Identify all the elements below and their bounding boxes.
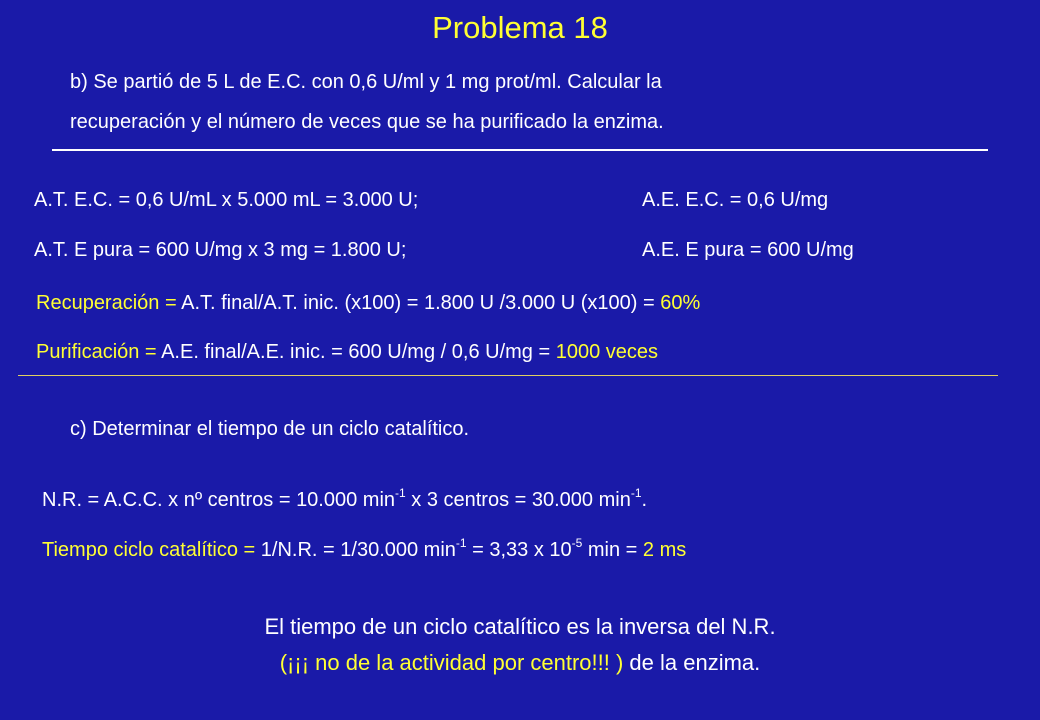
at-ec: A.T. E.C. = 0,6 U/mL x 5.000 mL = 3.000 U; xyxy=(34,189,419,211)
recuperacion-formula: A.T. final/A.T. inic. (x100) = 1.800 U /3.000 U (x100) = xyxy=(176,292,661,314)
purificacion-label: Purificación = xyxy=(36,341,157,363)
purificacion-formula: A.E. final/A.E. inic. = 600 U/mg / 0,6 U/mg = xyxy=(156,341,556,363)
part-c: c) Determinar el tiempo de un ciclo catalítico. xyxy=(70,418,470,440)
divider-top xyxy=(52,149,988,151)
nr-exp-1: -1 xyxy=(395,486,406,500)
at-pura: A.T. E pura = 600 U/mg x 3 mg = 1.800 U; xyxy=(34,239,407,261)
nr-text-2: x 3 centros = 30.000 min xyxy=(405,489,631,511)
ae-ec: A.E. E.C. = 0,6 U/mg xyxy=(642,189,829,211)
conclusion-emphasis: (¡¡¡ no de la actividad por centro!!! ) xyxy=(279,650,624,675)
recuperacion-line xyxy=(36,292,700,315)
tiempo-text-1: 1/N.R. = 1/30.000 min xyxy=(255,539,456,561)
conclusion-line-2 xyxy=(0,650,1040,676)
tiempo-result: 2 ms xyxy=(642,539,687,561)
tiempo-line xyxy=(42,536,687,562)
divider-middle xyxy=(18,375,998,376)
tiempo-label: Tiempo ciclo catalítico = xyxy=(42,539,256,561)
recuperacion-label: Recuperación = xyxy=(36,292,177,314)
nr-text-3: . xyxy=(641,489,648,511)
part-b-line-1: b) Se partió de 5 L de E.C. con 0,6 U/ml y 1 mg prot/ml. Calcular la xyxy=(70,71,662,93)
ae-pura: A.E. E pura = 600 U/mg xyxy=(642,239,854,261)
conclusion-tail: de la enzima. xyxy=(623,650,761,675)
slide-title: Problema 18 xyxy=(432,10,608,45)
nr-line xyxy=(42,486,648,512)
purificacion-line xyxy=(36,341,658,364)
nr-exp-2: -1 xyxy=(630,486,642,500)
nr-text-1: N.R. = A.C.C. x nº centros = 10.000 min xyxy=(42,489,396,511)
tiempo-exp-2: -5 xyxy=(571,536,583,550)
recuperacion-result: 60% xyxy=(660,292,701,314)
part-b-line-2: recuperación y el número de veces que se ha purificado la enzima. xyxy=(70,111,664,133)
purificacion-result: 1000 veces xyxy=(555,341,658,363)
tiempo-text-3: min = xyxy=(582,539,643,561)
tiempo-text-2: = 3,33 x 10 xyxy=(466,539,572,561)
conclusion-line-1: El tiempo de un ciclo catalítico es la inversa del N.R. xyxy=(264,614,776,639)
tiempo-exp-1: -1 xyxy=(455,536,467,550)
